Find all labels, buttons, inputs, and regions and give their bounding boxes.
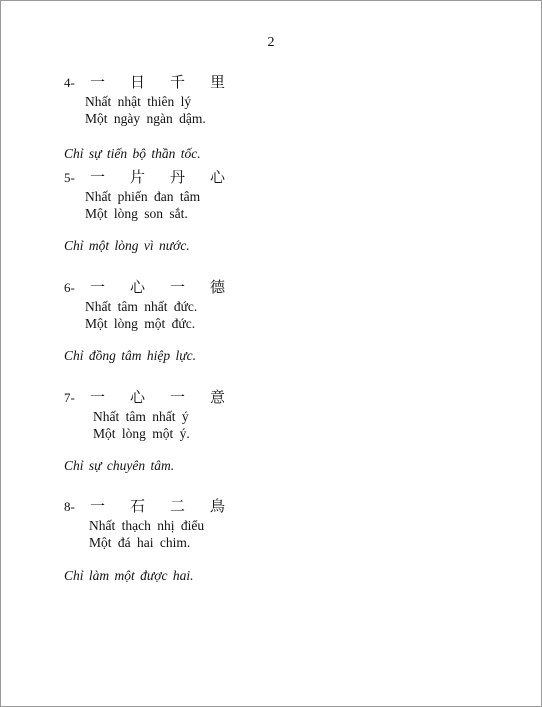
hanzi-char: 石 xyxy=(130,497,146,515)
idiom-heading xyxy=(64,495,364,517)
entry-number: 7- xyxy=(64,390,75,405)
sino-vietnamese-reading: Nhất phiến đan tâm xyxy=(85,189,201,204)
hanzi-char: 德 xyxy=(210,278,226,296)
idiom-heading xyxy=(64,386,364,408)
hanzi-char: 里 xyxy=(210,73,226,91)
sino-vietnamese-reading: Nhất tâm nhất ý xyxy=(93,409,189,424)
idiom-explanation: Chỉ sự chuyên tâm. xyxy=(64,458,175,473)
page-number: 2 xyxy=(267,35,275,50)
hanzi-char: 心 xyxy=(130,388,146,406)
idiom-heading xyxy=(64,166,364,188)
hanzi-phrase xyxy=(90,386,250,407)
idiom-explanation: Chỉ sự tiến bộ thần tốc. xyxy=(64,146,201,161)
hanzi-char: 日 xyxy=(130,73,146,91)
idiom-entry-7 xyxy=(64,386,364,442)
hanzi-char: 一 xyxy=(90,73,106,91)
hanzi-char: 意 xyxy=(210,388,226,406)
hanzi-char: 一 xyxy=(170,278,186,296)
idiom-heading xyxy=(64,276,364,298)
idiom-heading xyxy=(64,71,364,93)
idiom-entry-4 xyxy=(64,71,364,127)
hanzi-phrase xyxy=(90,71,250,92)
idiom-entry-5 xyxy=(64,166,364,222)
hanzi-phrase xyxy=(90,495,250,516)
hanzi-char: 鳥 xyxy=(210,497,226,515)
vietnamese-meaning: Một ngày ngàn dậm. xyxy=(85,111,206,126)
entry-number: 8- xyxy=(64,499,75,514)
hanzi-char: 一 xyxy=(90,388,106,406)
idiom-explanation: Chỉ làm một được hai. xyxy=(64,568,194,583)
sino-vietnamese-reading: Nhất thạch nhị điểu xyxy=(89,518,205,533)
entry-number: 5- xyxy=(64,170,75,185)
hanzi-char: 片 xyxy=(130,168,146,186)
idiom-entry-8 xyxy=(64,495,364,551)
hanzi-char: 二 xyxy=(170,497,186,515)
hanzi-phrase xyxy=(90,166,250,187)
hanzi-char: 千 xyxy=(170,73,186,91)
vietnamese-meaning: Một lòng một ý. xyxy=(93,426,190,441)
hanzi-char: 丹 xyxy=(170,168,186,186)
hanzi-char: 一 xyxy=(90,497,106,515)
hanzi-char: 一 xyxy=(170,388,186,406)
hanzi-char: 心 xyxy=(130,278,146,296)
sino-vietnamese-reading: Nhất nhật thiên lý xyxy=(85,94,192,109)
vietnamese-meaning: Một lòng son sắt. xyxy=(85,206,188,221)
hanzi-phrase xyxy=(90,276,250,297)
hanzi-char: 一 xyxy=(90,278,106,296)
vietnamese-meaning: Một đá hai chim. xyxy=(89,535,191,550)
entry-number: 4- xyxy=(64,75,75,90)
idiom-explanation: Chỉ đồng tâm hiệp lực. xyxy=(64,348,196,363)
hanzi-char: 一 xyxy=(90,168,106,186)
entry-number: 6- xyxy=(64,280,75,295)
vietnamese-meaning: Một lòng một đức. xyxy=(85,316,196,331)
idiom-entry-6 xyxy=(64,276,364,332)
hanzi-char: 心 xyxy=(210,168,226,186)
idiom-explanation: Chỉ một lòng vì nước. xyxy=(64,238,190,253)
sino-vietnamese-reading: Nhất tâm nhất đức. xyxy=(85,299,198,314)
